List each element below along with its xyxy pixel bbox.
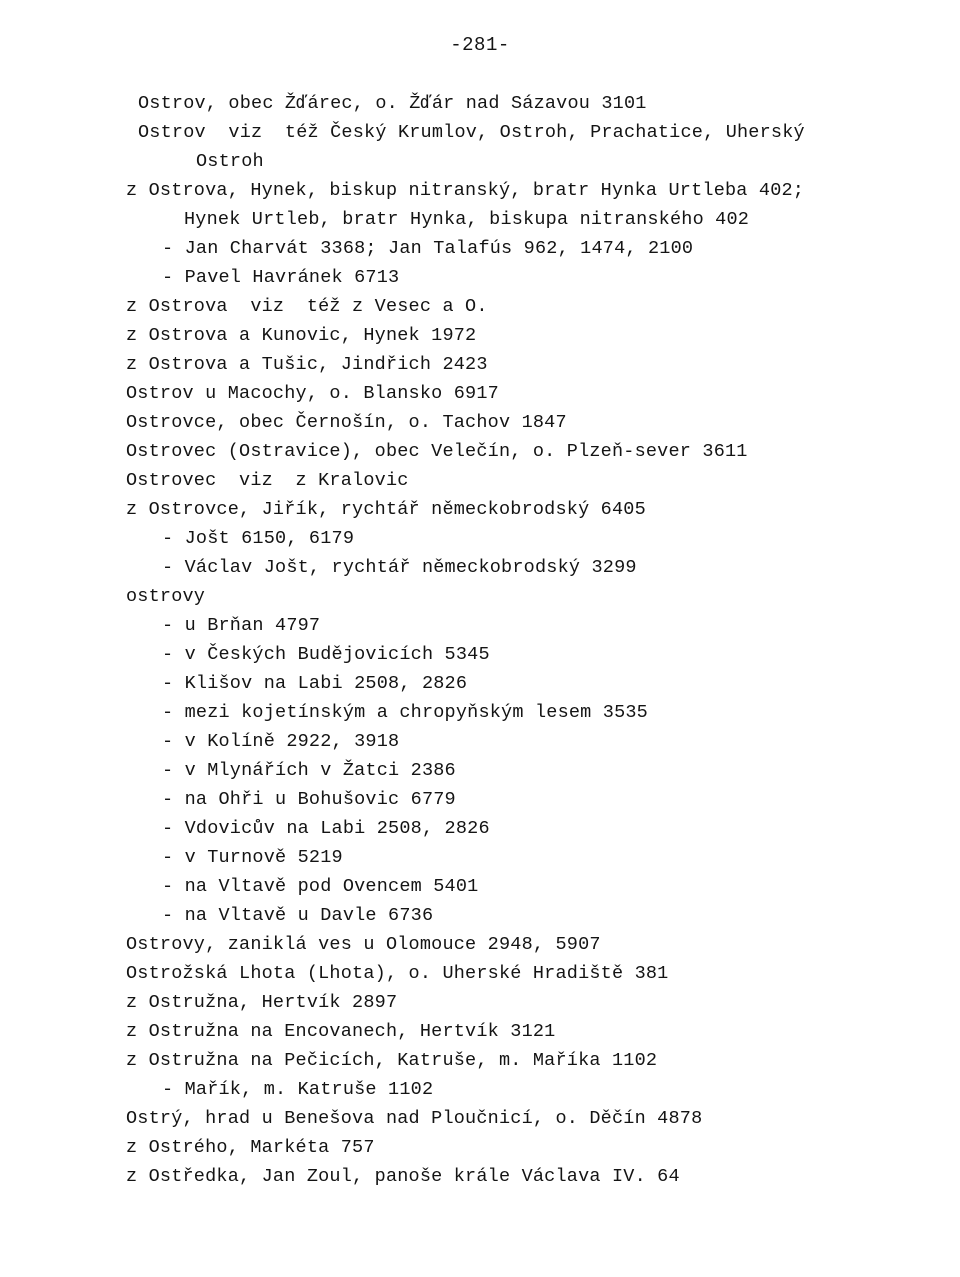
index-subentry: - u Brňan 4797 — [162, 615, 321, 636]
index-subentry: - Mařík, m. Katruše 1102 — [162, 1079, 434, 1100]
index-entry: Ostrov, obec Žďárec, o. Žďár nad Sázavou 3101 — [138, 93, 647, 114]
index-entry: z Ostrého, Markéta 757 — [126, 1137, 375, 1158]
index-entry-list — [126, 89, 906, 1191]
index-subentry: - v Kolíně 2922, 3918 — [162, 731, 400, 752]
index-subentry: - mezi kojetínským a chropyňským lesem 3535 — [162, 702, 648, 723]
index-entry: Ostrovce, obec Černošín, o. Tachov 1847 — [126, 412, 567, 433]
index-entry: z Ostružna, Hertvík 2897 — [126, 992, 398, 1013]
index-entry: z Ostrova viz též z Vesec a O. — [126, 296, 488, 317]
index-subentry: - na Vltavě u Davle 6736 — [162, 905, 434, 926]
index-subentry: - Jošt 6150, 6179 — [162, 528, 355, 549]
index-subentry: - Klišov na Labi 2508, 2826 — [162, 673, 468, 694]
index-subentry: - Václav Jošt, rychtář německobrodský 3299 — [162, 557, 637, 578]
index-entry: z Ostružna na Encovanech, Hertvík 3121 — [126, 1021, 556, 1042]
index-entry: z Ostrova, Hynek, biskup nitranský, bratr Hynka Urtleba 402; — [126, 180, 805, 201]
index-subentry: - v Českých Budějovicích 5345 — [162, 644, 490, 665]
index-subentry: - Jan Charvát 3368; Jan Talafús 962, 1474, 2100 — [162, 238, 694, 259]
index-subentry: - na Vltavě pod Ovencem 5401 — [162, 876, 479, 897]
page-number: -281- — [450, 34, 510, 56]
index-subentry: - na Ohři u Bohušovic 6779 — [162, 789, 456, 810]
index-entry: Ostrožská Lhota (Lhota), o. Uherské Hradiště 381 — [126, 963, 669, 984]
index-entry: z Ostředka, Jan Zoul, panoše krále Václava IV. 64 — [126, 1166, 680, 1187]
index-subentry: - Vdovicův na Labi 2508, 2826 — [162, 818, 490, 839]
index-subentry: - v Mlynářích v Žatci 2386 — [162, 760, 456, 781]
index-entry: Ostrovy, zaniklá ves u Olomouce 2948, 5907 — [126, 934, 601, 955]
index-entry: Ostrov viz též Český Krumlov, Ostroh, Prachatice, Uherský — [138, 122, 805, 143]
index-entry: Ostrovec viz z Kralovic — [126, 470, 409, 491]
index-subentry: Hynek Urtleb, bratr Hynka, biskupa nitranského 402 — [184, 209, 750, 230]
index-entry: z Ostrova a Tušic, Jindřich 2423 — [126, 354, 488, 375]
index-entry: ostrovy — [126, 586, 206, 607]
index-subentry: - Pavel Havránek 6713 — [162, 267, 400, 288]
index-entry: z Ostrova a Kunovic, Hynek 1972 — [126, 325, 477, 346]
index-entry: Ostrovec (Ostravice), obec Velečín, o. Plzeň-sever 3611 — [126, 441, 748, 462]
index-entry: Ostrov u Macochy, o. Blansko 6917 — [126, 383, 499, 404]
index-subentry: - v Turnově 5219 — [162, 847, 343, 868]
index-entry: Ostrý, hrad u Benešova nad Ploučnicí, o. Děčín 4878 — [126, 1108, 703, 1129]
index-subentry: Ostroh — [196, 151, 264, 172]
index-entry: z Ostružna na Pečicích, Katruše, m. Maříka 1102 — [126, 1050, 658, 1071]
index-entry: z Ostrovce, Jiřík, rychtář německobrodský 6405 — [126, 499, 646, 520]
